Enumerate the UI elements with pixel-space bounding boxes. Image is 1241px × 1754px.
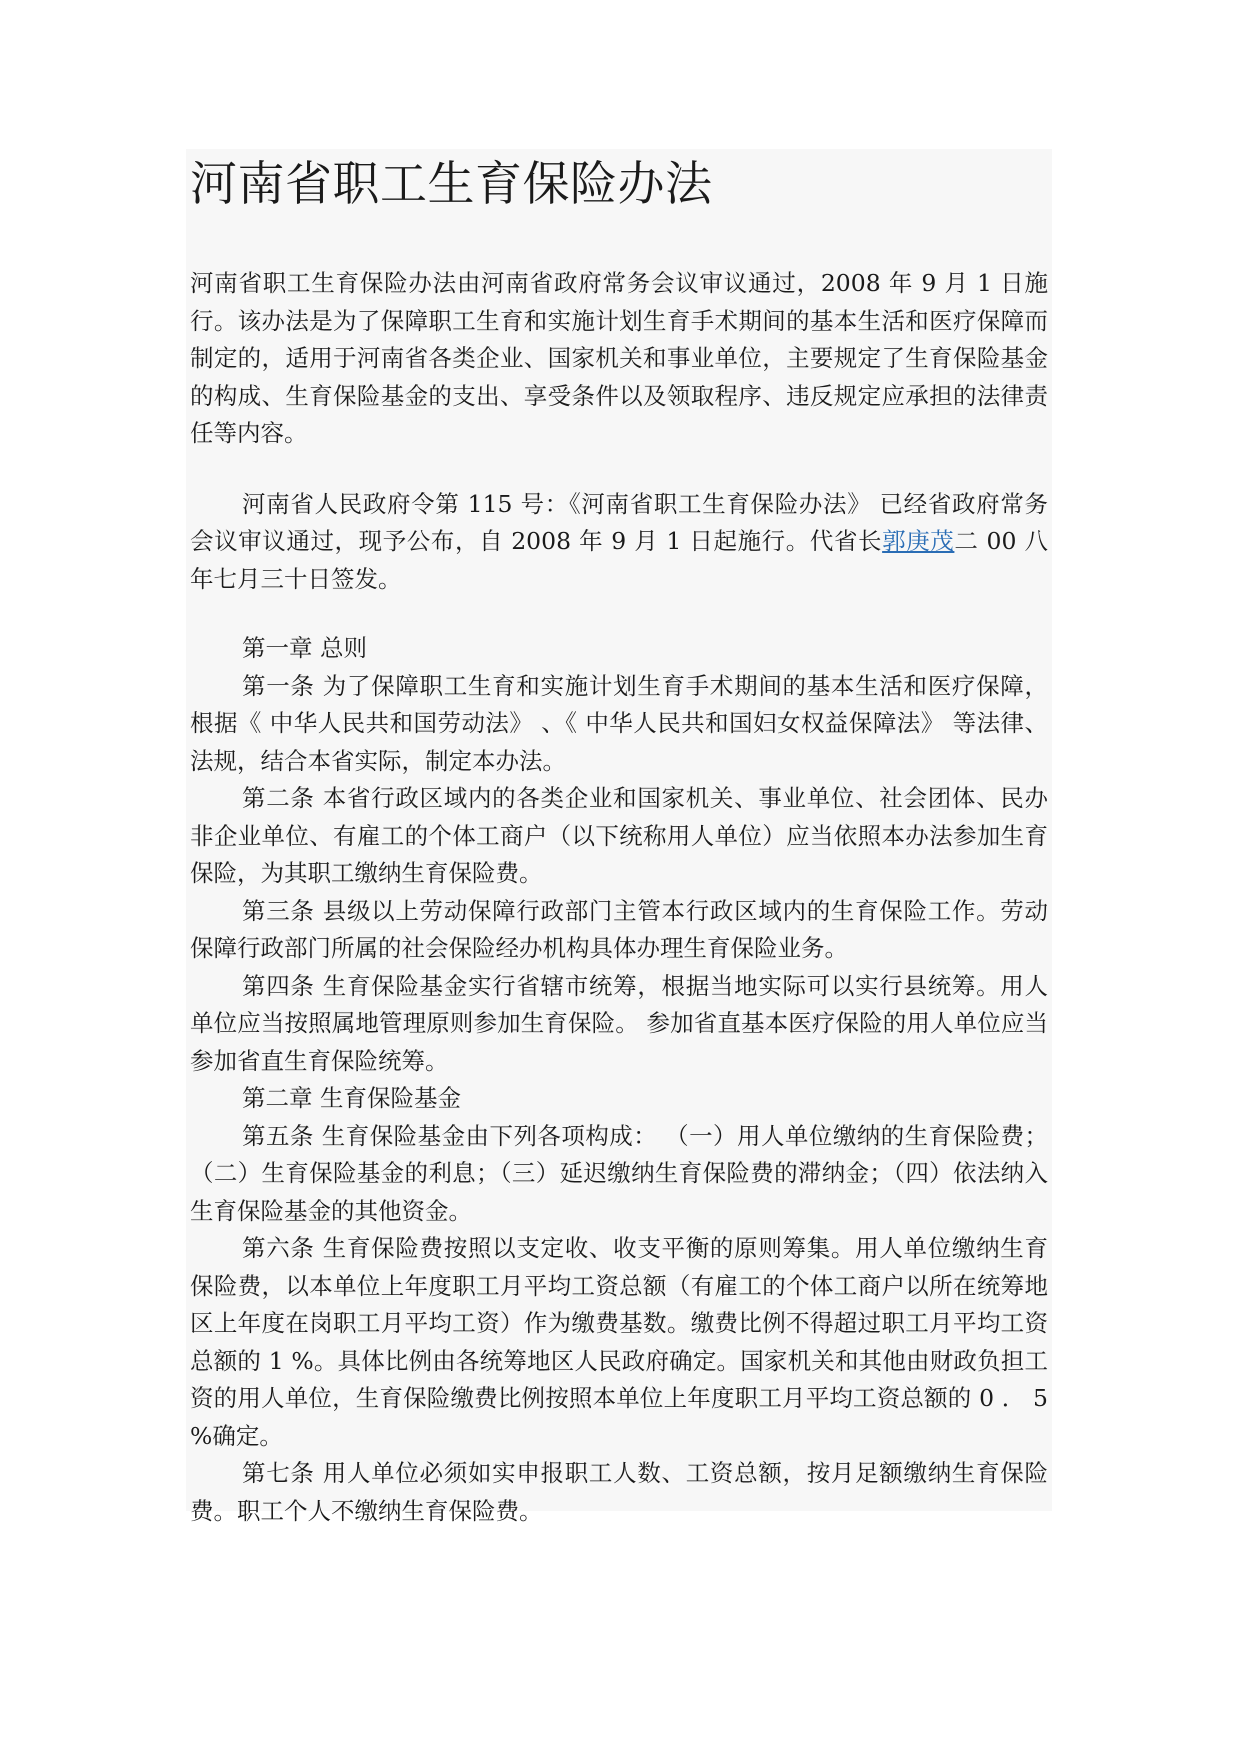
chapter-1-heading: 第一章 总则 bbox=[242, 634, 367, 662]
article-6: 第六条 生育保险费按照以支定收、收支平衡的原则筹集。用人单位缴纳生育保险费，以本单位上年度职工月平均工资总额（有雇工的个体工商户以所在统筹地区上年度在岗职工月平均工资）作为缴费基数。缴费比例不得超过职工月平均工资总额的 1 %。具体比例由各统筹地区人民政府确定。国家机关和其他由财政负担工资的用人单位，生育保险缴费比例按照本单位上年度职工月平均工资总额的 0 ． 5 %确定。 bbox=[190, 1234, 1048, 1450]
article-7: 第七条 用人单位必须如实申报职工人数、工资总额，按月足额缴纳生育保险费。职工个人不缴纳生育保险费。 bbox=[190, 1459, 1048, 1525]
decree-paragraph bbox=[190, 486, 1048, 599]
article-4: 第四条 生育保险基金实行省辖市统筹，根据当地实际可以实行县统筹。用人单位应当按照属地管理原则参加生育保险。 参加省直基本医疗保险的用人单位应当参加省直生育保险统筹。 bbox=[190, 971, 1048, 1075]
decree-text-after: 二 00 八年七月三十日签发。 bbox=[190, 527, 1049, 593]
document-content bbox=[186, 149, 1052, 1525]
article-2: 第二条 本省行政区域内的各类企业和国家机关、事业单位、社会团体、民办非企业单位、有雇工的个体工商户（以下统称用人单位）应当依照本办法参加生育保险，为其职工缴纳生育保险费。 bbox=[190, 784, 1048, 887]
chapter-2-heading: 第二章 生育保险基金 bbox=[242, 1084, 461, 1112]
article-3: 第三条 县级以上劳动保障行政部门主管本行政区域内的生育保险工作。劳动保障行政部门所属的社会保险经办机构具体办理生育保险业务。 bbox=[190, 896, 1048, 962]
governor-name-link[interactable]: 郭庚茂 bbox=[882, 527, 955, 555]
summary-paragraph: 河南省职工生育保险办法由河南省政府常务会议审议通过，2008 年 9 月 1 日施行。该办法是为了保障职工生育和实施计划生育手术期间的基本生活和医疗保障而制定的，适用于河南省各类企业、国家机关和事业单位，主要规定了生育保险基金的构成、生育保险基金的支出、享受条件以及领取程序、违反规定应承担的法律责任等内容。 bbox=[190, 269, 1048, 447]
decree-text-before: 河南省人民政府令第 115 号：《河南省职工生育保险办法》 已经省政府常务会议审议通过，现予公布，自 2008 年 9 月 1 日起施行。代省长 bbox=[190, 489, 1048, 555]
article-5: 第五条 生育保险基金由下列各项构成： （一）用人单位缴纳的生育保险费；（二）生育保险基金的利息；（三）延迟缴纳生育保险费的滞纳金；（四）依法纳入生育保险基金的其他资金。 bbox=[190, 1121, 1048, 1225]
article-1: 第一条 为了保障职工生育和实施计划生育手术期间的基本生活和医疗保障，根据《 中华人民共和国劳动法》 、《 中华人民共和国妇女权益保障法》 等法律、法规，结合本省实际，制定本办法。 bbox=[190, 671, 1048, 775]
document-title: 河南省职工生育保险办法 bbox=[190, 157, 713, 212]
